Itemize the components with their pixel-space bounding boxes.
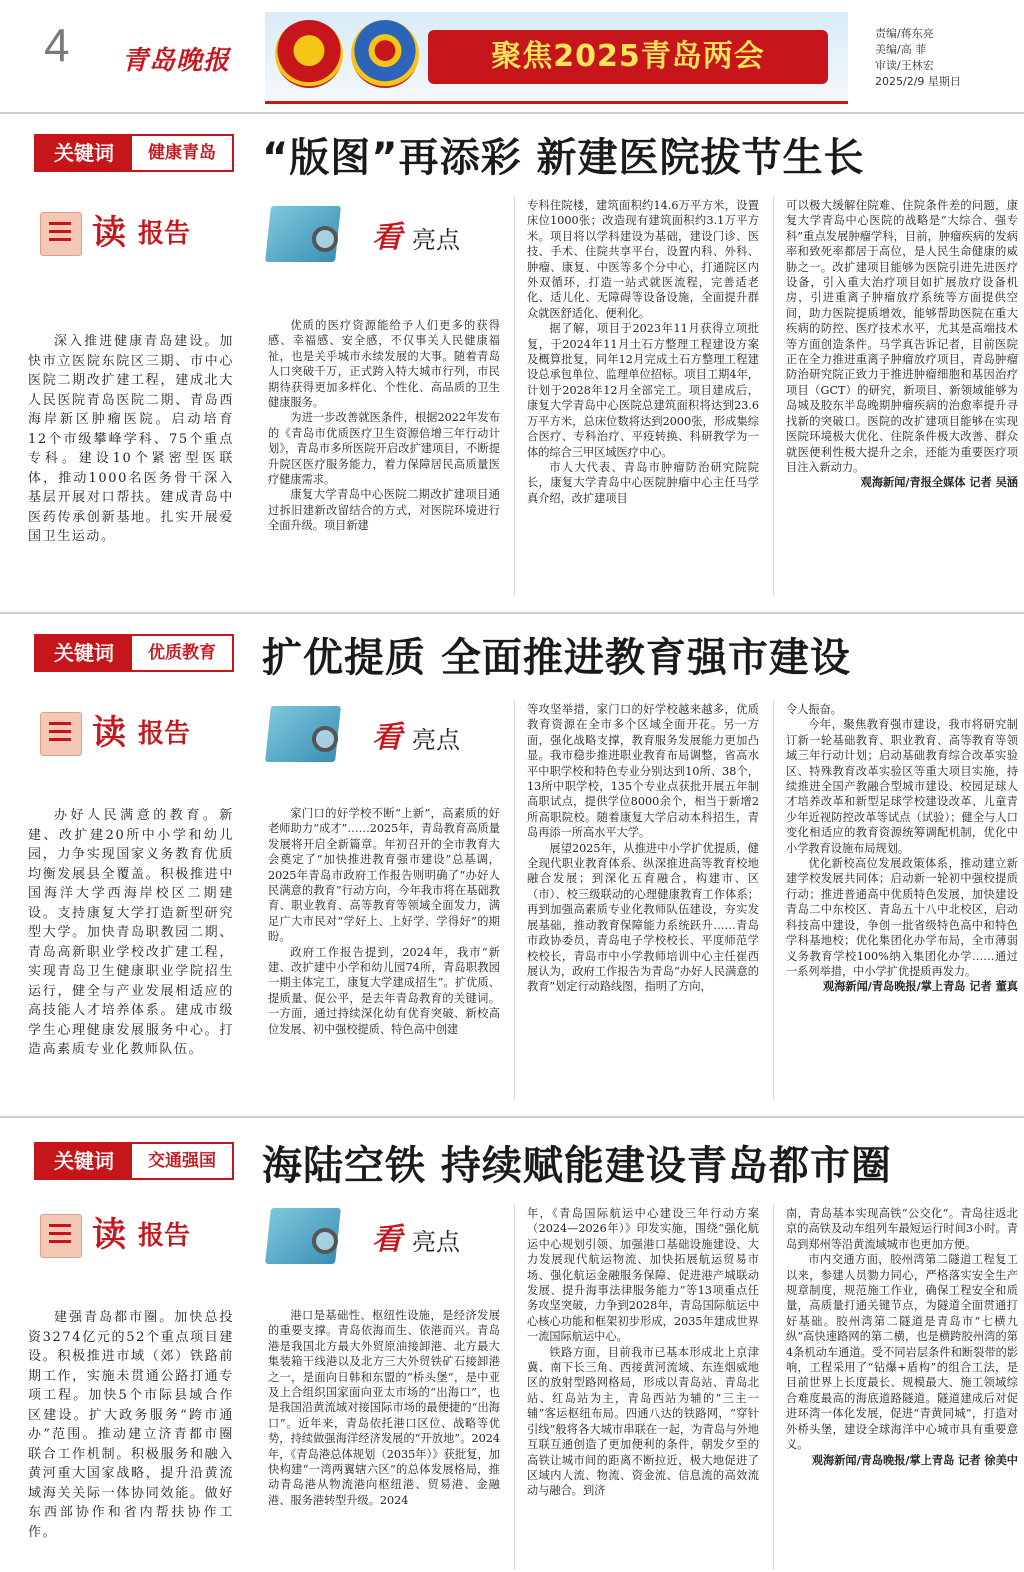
read-char: 读	[92, 1215, 126, 1255]
report-label: 报告	[138, 719, 191, 749]
paragraph: 家门口的好学校不断“上新”，高素质的好老师助力“成才”……2025年，青岛教育高质量发展将开启全新篇章。年初召开的全市教育大会奠定了“加快推进教育强市建设”总基调，2025年青岛市政府工作报告则明确了“办好人民满意的教育”行动方向，今年我市将在基础教育、职业教育、高等教育等领域全面发力，满足广大市民对“学好上、上好学、学得好”的期盼。	[268, 807, 500, 944]
column-1	[268, 1308, 500, 1570]
column-1	[268, 806, 500, 1098]
look-char: 看	[372, 1222, 402, 1257]
paper-name: 青岛晚报	[122, 46, 231, 76]
column-3	[786, 198, 1018, 598]
clipboard-icon	[40, 212, 82, 256]
magnifier-icon	[312, 726, 338, 752]
magnifier-icon	[312, 1228, 338, 1254]
column-rule	[773, 196, 774, 596]
column-1	[268, 318, 500, 596]
headline: 海陆空铁 持续赋能建设青岛都市圈	[262, 1143, 892, 1189]
credits	[875, 26, 1015, 90]
keyword-tag	[34, 634, 234, 672]
paragraph: 铁路方面，目前我市已基本形成北上京津冀、南下长三角、西接黄河流域、东连烟威地区的放射型路网格局，形成以青岛站、青岛北站、红岛站为主，青岛西站为辅的“三主一辅”客运枢纽布局。四通八达的铁路网，“穿针引线”般将各大城市串联在一起，为青岛与外地互联互通创造了更加便利的条件，朝发夕至的高铁让城市间的距离不断拉近，极大地促进了区域内人流、物流、资金流、信息流的高效流动与融合。到济	[527, 1345, 759, 1498]
column-3	[786, 702, 1018, 1100]
paragraph: 南，青岛基本实现高铁“公交化”。青岛往返北京的高铁及动车组列车最短运行时间3小时。青岛到郑州等沿黄流域城市也更加方便。	[786, 1207, 1018, 1251]
keyword-label: 关键词	[36, 636, 132, 670]
national-emblem-icon	[275, 20, 343, 88]
keyword-topic: 交通强国	[148, 1151, 216, 1171]
magnifier-icon	[312, 226, 338, 252]
paragraph: 今年，聚焦教育强市建设，我市将研究制订新一轮基础教育、职业教育、高等教育等领域三年行动计划；启动基础教育综合改革实验区、特殊教育改革实验区等重大项目实施，持续推进全国产教融合型城市建设、校园足球人才培养改革和新型足球学校建设改革、儿童青少年近视防控改革等试点（试验）；健全与人口变化相适应的教育资源统筹调配机制，优化中小学教育设施布局规划。	[786, 718, 1018, 855]
byline: 观海新闻/青报全媒体 记者 吴涵	[860, 475, 1018, 490]
keyword-label: 关键词	[36, 136, 132, 170]
headline: “版图”再添彩 新建医院拔节生长	[262, 135, 865, 181]
cppcc-emblem-icon	[351, 20, 419, 88]
byline: 观海新闻/青岛晚报/掌上青岛 记者 徐美中	[811, 1452, 1018, 1467]
credit-line: 责编/蒋东亮	[875, 27, 934, 40]
clipboard-icon	[40, 712, 82, 756]
header-banner	[265, 12, 848, 104]
column-2	[527, 702, 759, 1100]
paragraph: 优质的医疗资源能给予人们更多的获得感、幸福感、安全感，不仅事关人民健康福祉，也是关乎城市永续发展的大事。随着青岛人口突破千万，正式跨入特大城市行列，市民期待获得更加多样化、个性化、高品质的卫生健康服务。	[268, 319, 500, 410]
clipboard-icon	[40, 1214, 82, 1258]
highlights-label	[268, 206, 468, 266]
column-rule	[514, 1204, 515, 1570]
paragraph: 年，《青岛国际航运中心建设三年行动方案（2024—2026年）》印发实施，围绕“强化航运中心规划引领、加强港口基础设施建设、大力发展现代航运物流、加快拓展航运贸易市场、强化航运金融服务保障、促进港产城联动发展、提升海事法律服务能力”等13项重点任务攻坚突破，力争到2028年，青岛国际航运中心核心功能和框架初步形成，2035年建成世界一流国际航运中心。	[527, 1207, 759, 1344]
keyword-tag	[34, 134, 234, 172]
keyword-topic: 优质教育	[148, 643, 216, 663]
report-label: 报告	[138, 1221, 191, 1251]
highlights-text: 亮点	[412, 226, 460, 254]
report-excerpt: 深入推进健康青岛建设。加快市立医院东院区三期、市中心医院二期改扩建工程，建成北大人民医院青岛医院二期、青岛西海岸新区肿瘤医院。启动培育12个市级攀峰学科、75个重点专科。建设10个紧密型医联体，推动1000名医务骨干深入基层开展对口帮扶。建成青岛中医药传承创新基地。扎实开展爱国卫生运动。	[28, 334, 234, 544]
paragraph: 令人振奋。	[786, 703, 842, 716]
highlights-label	[268, 1208, 468, 1268]
paragraph: 市人大代表、青岛市肿瘤防治研究院院长，康复大学青岛中心医院肿瘤中心主任马学真介绍，改扩建项目	[527, 460, 759, 505]
report-label: 报告	[138, 219, 191, 249]
keyword-label: 关键词	[36, 1144, 132, 1178]
report-excerpt: 建强青岛都市圈。加快总投资3274亿元的52个重点项目建设。积极推进市域（郊）铁路前期工作，实施未贯通公路打通专项工程。加快5个市际县域合作区建设。扩大政务服务“跨市通办”范围。推动建立济青都市圈联合工作机制。积极服务和融入黄河重大国家战略，提升沿黄流域海关关际一体协同效能。做好东西部协作和省内帮扶协作工作。	[28, 1310, 234, 1540]
read-char: 读	[92, 713, 126, 753]
paragraph: 港口是基础性、枢纽性设施，是经济发展的重要支撑。青岛依海而生、依港而兴。青岛港是我国北方最大外贸原油接卸港、北方最大集装箱干线港以及北方三大外贸铁矿石接卸港之一，是面向日韩和东盟的“桥头堡”，是中亚及上合组织国家面向亚太市场的“出海口”，也是我国沿黄流域对接国际市场的最便捷的“出海口”。近年来，青岛依托港口区位、战略等优势，持续做强海洋经济发展的“开放地”。2024年，《青岛港总体规划（2035年）》获批复，加快构建“一湾两翼辖六区”的总体发展格局，推动青岛港从物流港向枢纽港、贸易港、金融港、服务港转型升级。2024	[268, 1309, 500, 1507]
read-char: 读	[92, 213, 126, 253]
keyword-topic: 健康青岛	[148, 143, 216, 163]
paragraph: 为进一步改善就医条件，根据2022年发布的《青岛市优质医疗卫生资源倍增三年行动计划》，青岛市多所医院开启改扩建项目，不断提升院区医疗服务能力，着力保障居民高质量医疗健康需求。	[268, 411, 500, 487]
look-char: 看	[372, 720, 402, 755]
divider	[0, 612, 1024, 614]
look-char: 看	[372, 220, 402, 255]
column-2	[527, 198, 759, 596]
column-rule	[514, 196, 515, 596]
page-number: 4	[44, 19, 70, 71]
paragraph: 展望2025年，从推进中小学扩优提质，健全现代职业教育体系、纵深推进高等教育校地融合发展；到深化五育融合，构建市、区（市）、校三级联动的心理健康教育工作体系；再到加强高素质专业化教师队伍建设，夯实发展基础，推动教育保障能力系统跃升……青岛市政协委员，青岛电子学校校长、平度师范学校校长，青岛市中小学教师培训中心主任崔西展认为，政府工作报告为青岛“办好人民满意的教育”划定行动路线图，指明了方向，	[527, 841, 759, 994]
column-rule	[514, 700, 515, 1100]
credit-line: 美编/高 菲	[875, 43, 927, 56]
column-rule	[773, 1204, 774, 1570]
credit-line: 审读/王林宏	[875, 59, 934, 72]
read-report-label	[40, 712, 210, 754]
divider	[0, 112, 1024, 114]
column-3	[786, 1206, 1018, 1570]
column-2	[527, 1206, 759, 1570]
paragraph: 据了解，项目于2023年11月获得立项批复，于2024年11月土石方整理工程建设方案及概算批复，同年12月完成土石方整理工程建设总承包单位、监理单位招标。项目工期4年，计划于2028年12月全部完工。项目建成后，康复大学青岛中心医院总建筑面积将达到23.6万平方米，总床位数将达到2000张，形成集综合医疗、专科治疗、平疫转换、科研教学为一体的综合三甲区域医疗中心。	[527, 322, 759, 459]
highlights-text: 亮点	[412, 1228, 460, 1256]
keyword-tag	[34, 1142, 234, 1180]
byline: 观海新闻/青岛晚报/掌上青岛 记者 董真	[823, 979, 1018, 994]
paragraph: 康复大学青岛中心医院二期改扩建项目通过拆旧建新改留结合的方式，对医院环境进行全面升级。项目新建	[268, 488, 500, 533]
paragraph: 优化新校高位发展政策体系，推动建立新建学校发展共同体；启动新一轮初中强校提质行动；推进普通高中优质特色发展，加快建设青岛二中东校区、青岛五十八中北校区，启动科技高中建设，争创一批省级特色高中和特色学科基地校；优化集团化办学布局，全市薄弱义务教育学校100%纳入集团化办学……通过一系列举措，中小学扩优提质再发力。	[786, 857, 1018, 978]
read-report-label	[40, 212, 210, 254]
credit-date: 2025/2/9 星期日	[875, 75, 961, 88]
paragraph: 市内交通方面，胶州湾第二隧道工程复工以来，参建人员勠力同心，严格落实安全生产规章制度，规范施工作业，确保工程安全和质量，高质量打通关键节点，为隧道全面贯通打好基础。胶州湾第二隧道是青岛市“七横九纵”高快速路网的第二横，也是横跨胶州湾的第4条机动车通道。受不同岩层条件和断裂带的影响，工程采用了“钻爆+盾构”的组合工法，是目前世界上长度最长、规模最大、施工领域综合难度最高的海底道路隧道。隧道建成后对促进环湾一体化发展，促进“青黄同城”，打造对外桥头堡，建设全球海洋中心城市具有重要意义。	[786, 1253, 1018, 1452]
paragraph: 等攻坚举措，家门口的好学校越来越多，优质教育资源在全市多个区域全面开花。另一方面，强化战略支撑，教育服务发展能力更加凸显。我市稳步推进职业教育布局调整，省高水平中职学校和特色专业分别达到10所、38个，13所中职学校，135个专业点获批开展五年制高职试点，提供学位8000余个，相当于新增2所高职院校。随着康复大学启动本科招生，青岛再添一所高水平大学。	[527, 703, 759, 840]
highlights-label	[268, 706, 468, 766]
divider	[0, 1116, 1024, 1118]
report-excerpt: 办好人民满意的教育。新建、改扩建20所中小学和幼儿园，力争实现国家义务教育优质均衡发展县全覆盖。积极推进中国海洋大学西海岸校区二期建设。支持康复大学打造新型研究型大学。加快青岛职教园二期、青岛高新职业学校改扩建工程，实现青岛卫生健康职业学院招生运行，健全与产业发展相适应的高技能人才培养体系。建成市级学生心理健康发展服务中心。打造高素质专业化教师队伍。	[28, 808, 234, 1057]
column-rule	[773, 700, 774, 1100]
paragraph: 可以极大缓解住院难、住院条件差的问题，康复大学青岛中心医院的战略是“大综合、强专科”重点发展肿瘤学科，目前，肿瘤疾病的发病率和致死率都居于高位，是人民生命健康的威胁之一。改扩建项目能够为医院引进先进医疗设备，引入重大治疗项目如扩展放疗设备机房，引进重离子肿瘤放疗系统等方面提供空间，助力医院提质增效，能够帮助医院在重大疾病的防控、医疗技术水平，尤其是高端技术等方面创造条件。马学真告诉记者，目前医院正在全力推进重离子肿瘤放疗项目，青岛肿瘤防治研究院正致力于推进肿瘤细胞和基因治疗项目（GCT）的研究，新项目、新领域能够为岛城及胶东半岛晚期肿瘤疾病的治愈率提升寻找新的突破口。医院的改扩建项目能够在实现医院环境极大优化、住院条件极大改善、群众就医便利性极大提升之余，还能为重要医疗项目注入新动力。	[786, 199, 1018, 474]
highlights-text: 亮点	[412, 726, 460, 754]
paragraph: 专科住院楼，建筑面积约14.6万平方米，设置床位1000张；改造现有建筑面积约3.1万平方米。项目将以学科建设为基础，建设门诊、医技、手术、住院共享平台，设置内科、外科、肿瘤、康复、中医等多个分中心，打通院区内外双循环，打造一站式就医流程，完善适老化、适儿化、无障碍等设备设施，全面提升群众就医舒适化、便利化。	[527, 199, 759, 320]
paragraph: 政府工作报告提到，2024年，我市“新建、改扩建中小学和幼儿园74所，青岛职教园一期主体完工，康复大学建成招生”。扩优质、提质量、促公平，是去年青岛教育的关键词。一方面，通过持续深化幼有优育突破、新校高位发展、初中强校提质、特色高中创建	[268, 945, 500, 1036]
banner-title: 聚焦2025青岛两会	[428, 30, 828, 84]
read-report-label	[40, 1214, 210, 1256]
headline: 扩优提质 全面推进教育强市建设	[262, 635, 851, 681]
